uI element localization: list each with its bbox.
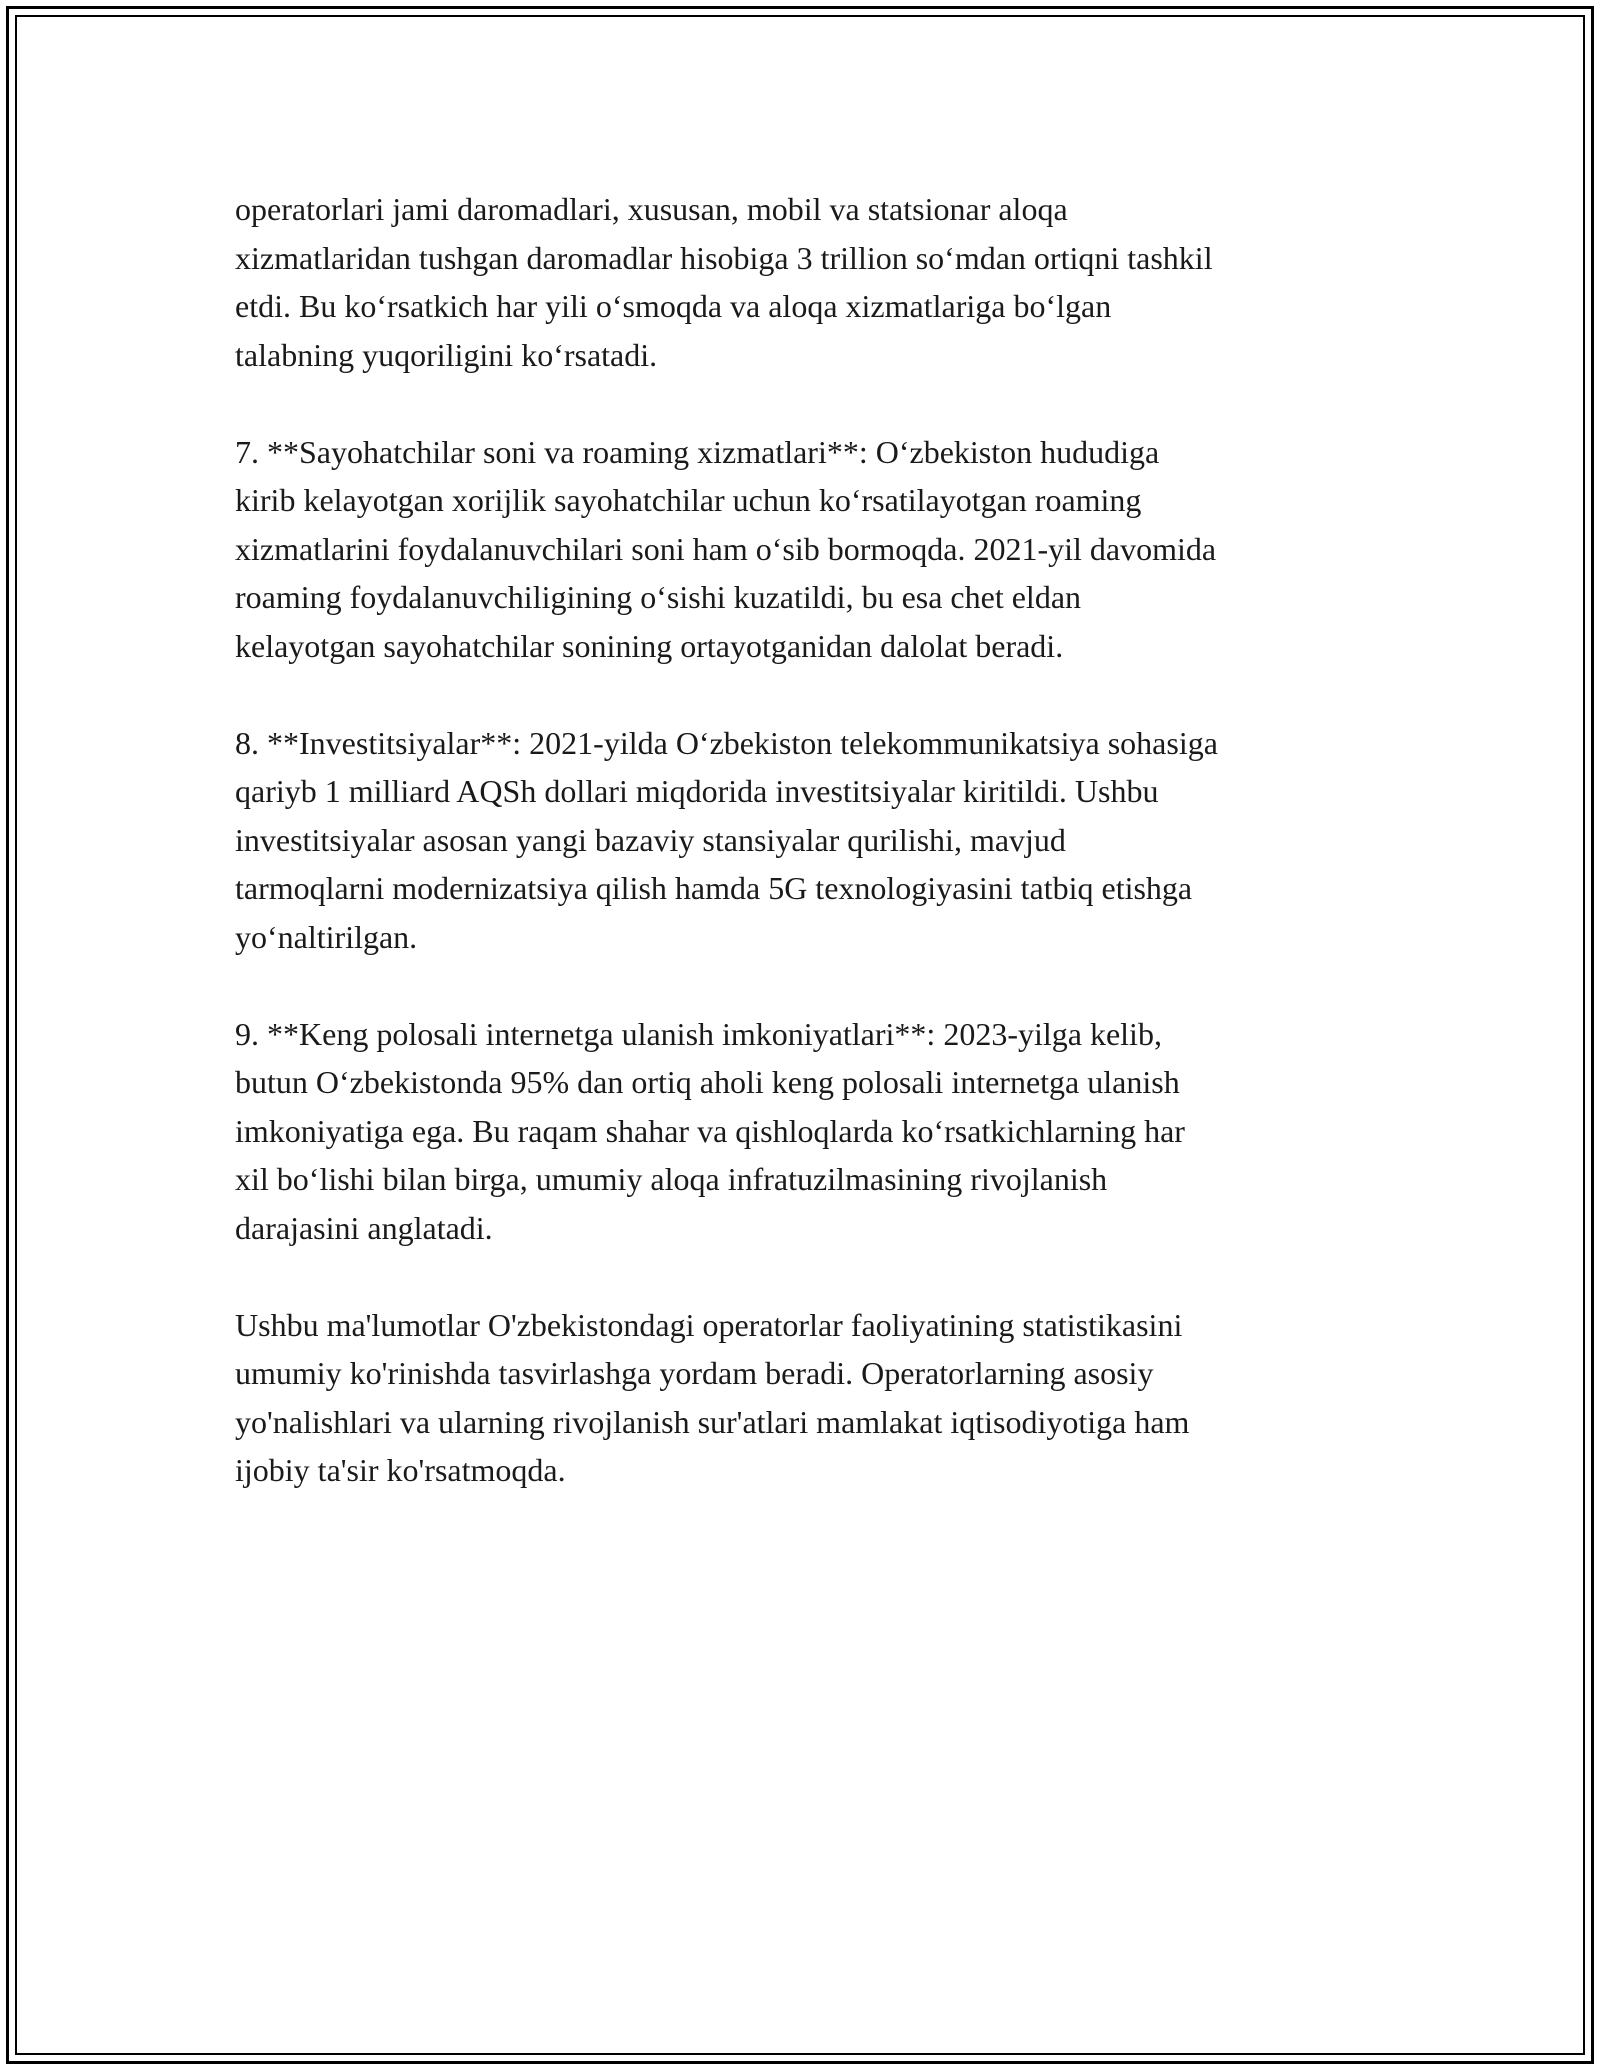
document-body — [235, 185, 1385, 1543]
paragraph-travelers-roaming: 7. **Sayohatchilar soni va roaming xizmatlari**: O‘zbekiston hududiga kirib kelayotgan xorijlik sayohatchilar uchun ko‘rsatilayotgan roaming xizmatlarini foydalanuvchilari soni ham o‘sib bormoqda. 2021-yil davomida roaming foydalanuvchiligining o‘sishi kuzatildi, bu esa chet eldan kelayotgan sayohatchilar sonining ortayotganidan dalolat beradi. — [235, 433, 1217, 664]
paragraph-revenue-continuation: operatorlari jami daromadlari, xususan, mobil va statsionar aloqa xizmatlaridan tushgan daromadlar hisobiga 3 trillion so‘mdan ortiqni tashkil etdi. Bu ko‘rsatkich har yili o‘smoqda va aloqa xizmatlariga bo‘lgan talabning yuqoriligini ko‘rsatadi. — [235, 191, 1213, 373]
paragraph-broadband-access: 9. **Keng polosali internetga ulanish imkoniyatlari**: 2023-yilga kelib, butun O‘zbekistonda 95% dan ortiq aholi keng polosali internetga ulanish imkoniyatiga ega. Bu raqam shahar va qishloqlarda ko‘rsatkichlarning har xil bo‘lishi bilan birga, umumiy aloqa infratuzilmasining rivojlanish darajasini anglatadi. — [235, 1015, 1185, 1246]
paragraph-investments: 8. **Investitsiyalar**: 2021-yilda O‘zbekiston telekommunikatsiya sohasiga qariyb 1 milliard AQSh dollari miqdorida investitsiyalar kiritildi. Ushbu investitsiyalar asosan yangi bazaviy stansiyalar qurilishi, mavjud tarmoqlarni modernizatsiya qilish hamda 5G texnologiyasini tatbiq etishga yo‘naltirilgan. — [235, 724, 1218, 955]
paragraph-conclusion: Ushbu ma'lumotlar O'zbekistondagi operatorlar faoliyatining statistikasini umumiy ko'rinishda tasvirlashga yordam beradi. Operatorlarning asosiy yo'nalishlari va ularning rivojlanish sur'atlari mamlakat iqtisodiyotiga ham ijobiy ta'sir ko'rsatmoqda. — [235, 1306, 1190, 1488]
